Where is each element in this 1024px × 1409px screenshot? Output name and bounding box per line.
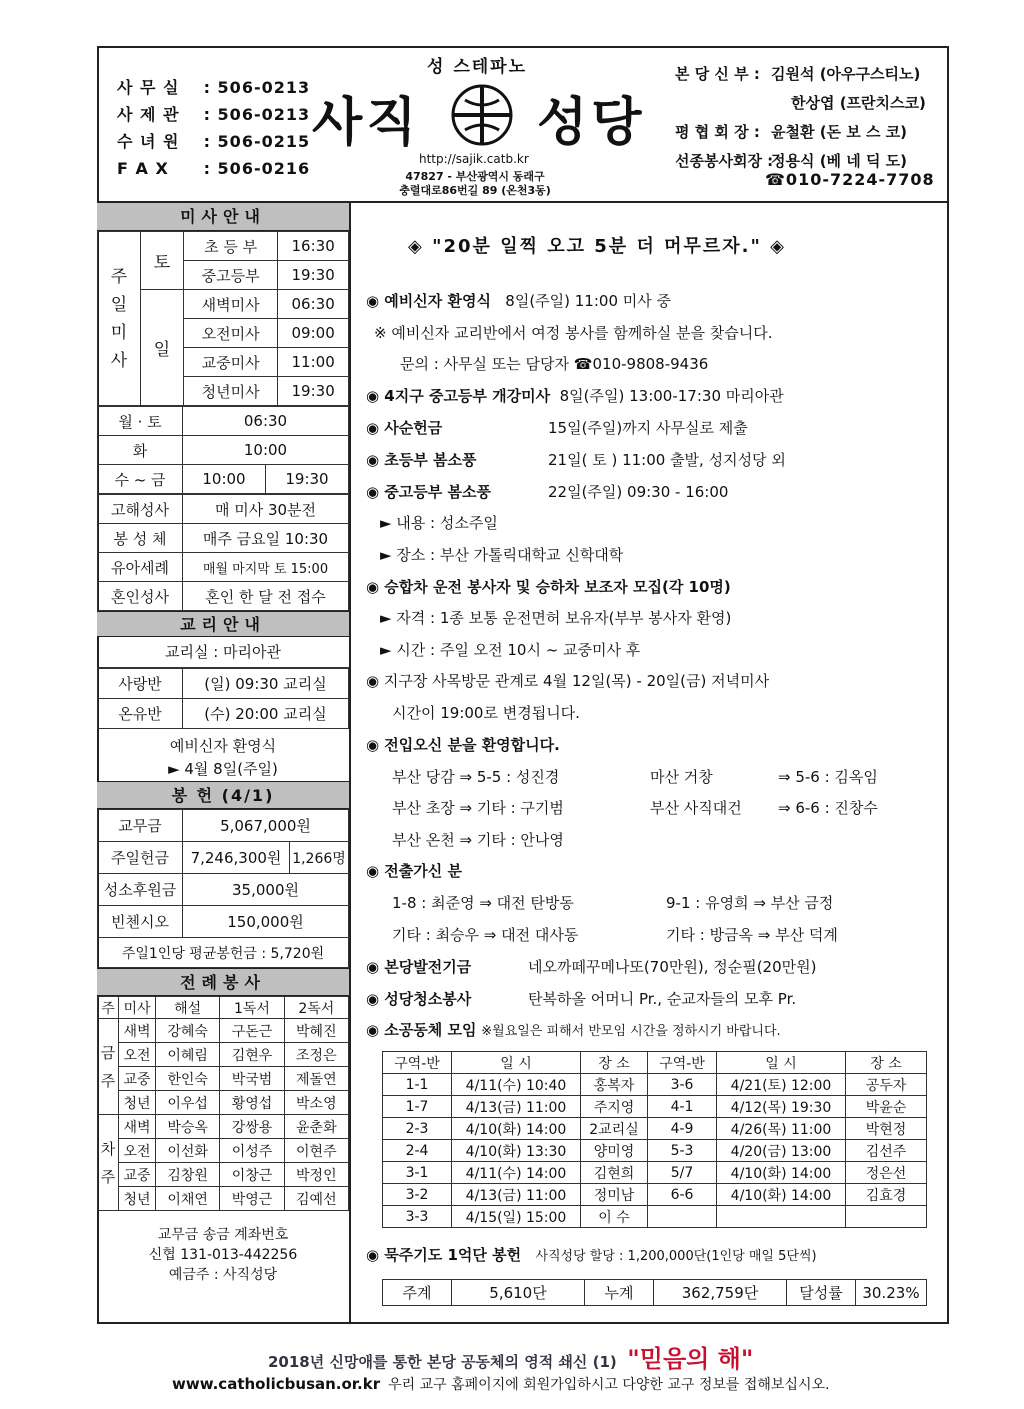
- liturgy-cell: 구돈근: [220, 1019, 284, 1043]
- group-row: 1-7 4/13(금) 11:00 주지영 4-1 4/12(목) 19:30 박윤순: [383, 1096, 927, 1118]
- sunday-mass-label: 주일미사: [98, 232, 141, 406]
- notice-small-community: ◉ 소공동체 모임 ※월요일은 피해서 반모임 시간을 정하시기 바랍니다.: [366, 1021, 781, 1039]
- doctrine-time: (일) 09:30 교리실: [183, 669, 349, 699]
- staff-assistant: 한상엽 (프란치스코): [791, 94, 926, 112]
- liturgy-cell: 청년: [119, 1091, 156, 1115]
- liturgy-cell: 오전: [119, 1043, 156, 1067]
- group-row: 1-1 4/11(수) 10:40 홍복자 3-6 4/21(토) 12:00 공두자: [383, 1074, 927, 1096]
- footer-theme: 2018년 신망애를 통한 본당 공동체의 영적 쇄신 (1) "믿음의 해": [268, 1345, 754, 1373]
- notice-youth-picnic-content: ► 내용 : 성소주일: [380, 514, 498, 532]
- liturgy-cell: 박혜진: [284, 1019, 348, 1043]
- mass-time: 19:30: [278, 377, 349, 406]
- staff-council: 평 협 회 장 : 윤철환 (돈 보 스 코): [675, 123, 908, 141]
- diocese-url[interactable]: www.catholicbusan.or.kr: [172, 1375, 381, 1393]
- parish-address: [390, 170, 560, 198]
- group-row: 3-1 4/11(수) 14:00 김현희 5/7 4/10(화) 14:00 정은선: [383, 1162, 927, 1184]
- notice-driver-time: ► 시간 : 주일 오전 10시 ~ 교중미사 후: [380, 641, 641, 659]
- weekday-day: 화: [98, 436, 183, 465]
- liturgy-cell: 박소영: [284, 1091, 348, 1115]
- liturgy-cell: 윤춘화: [284, 1115, 348, 1139]
- mass-time: 09:00: [278, 319, 349, 348]
- mass-table: [97, 231, 349, 406]
- transfer-out-1: 1-8 : 최준영 ⇒ 대전 탄방동 9-1 : 유영희 ⇒ 부산 금정: [392, 894, 834, 912]
- cross-logo-icon: [449, 82, 515, 148]
- liturgy-head: 해설: [156, 997, 220, 1019]
- sacrament-value: 매 미사 30분전: [183, 495, 349, 524]
- sacrament-table: [97, 494, 349, 611]
- group-head: 장 소: [846, 1052, 927, 1074]
- mass-name: 청년미사: [184, 377, 278, 406]
- doctrine-time: (수) 20:00 교리실: [183, 699, 349, 729]
- weekday-time: 06:30: [183, 407, 349, 436]
- footer-website: www.catholicbusan.or.kr 우리 교구 홈페이지에 회원가입하시고 다양한 교구 정보를 접해보십시오.: [172, 1375, 830, 1393]
- next-week-label: 차주: [98, 1115, 119, 1211]
- transfer-in-1: 부산 당감 ⇒ 5-5 : 성진경 마산 거창 ⇒ 5-6 : 김옥임: [392, 768, 878, 786]
- parish-url[interactable]: http://sajik.catb.kr: [419, 152, 529, 166]
- liturgy-heading: 전례봉사: [97, 968, 349, 996]
- address-line2: 충렬대로86번길 89 (온천3동): [399, 184, 551, 197]
- liturgy-cell: 이창근: [220, 1163, 284, 1187]
- notice-youth-picnic-place: ► 장소 : 부산 가톨릭대학교 신학대학: [380, 546, 624, 564]
- liturgy-head: 주: [98, 997, 119, 1019]
- parish-patron: 성 스테파노: [427, 57, 528, 77]
- notice-transfer-in: ◉ 전입오신 분을 환영합니다.: [366, 736, 560, 754]
- staff-funeral: 선종봉사회장 :정용식 (베 네 딕 도): [675, 152, 908, 170]
- contact-list: [117, 74, 310, 182]
- slogan: ◈ "20분 일찍 오고 5분 더 머무르자." ◈: [408, 236, 786, 257]
- doctrine-class: 사랑반: [98, 669, 183, 699]
- mass-time: 16:30: [278, 232, 349, 261]
- notice-development-fund: ◉ 본당발전기금 네오까떼꾸메나또(70만원), 정순필(20만원): [366, 958, 817, 976]
- offering-name: 성소후원금: [98, 874, 183, 906]
- liturgy-cell: 박국범: [220, 1067, 284, 1091]
- mass-name: 초 등 부: [184, 232, 278, 261]
- mass-time: 11:00: [278, 348, 349, 377]
- transfer-in-2: 부산 초장 ⇒ 기타 : 구기범 부산 사직대건 ⇒ 6-6 : 진창수: [392, 799, 878, 817]
- group-head: 일 시: [452, 1052, 581, 1074]
- group-row: 3-2 4/13(금) 11:00 정미남 6-6 4/10(화) 14:00 김효경: [383, 1184, 927, 1206]
- liturgy-cell: 강쌍용: [220, 1115, 284, 1139]
- welcome-title: 예비신자 환영식: [169, 737, 277, 755]
- notice-lent-offering: ◉ 사순헌금 15일(주일)까지 사무실로 제출: [366, 419, 748, 437]
- liturgy-cell: 이채연: [156, 1187, 220, 1211]
- liturgy-cell: 강혜숙: [156, 1019, 220, 1043]
- bank-title: 교무금 송금 계좌번호: [157, 1227, 289, 1243]
- sunday-label: 일: [141, 290, 184, 406]
- weekday-time: 19:30: [266, 465, 349, 494]
- sacrament-name: 혼인성사: [98, 582, 183, 611]
- weekday-day: 수 ~ 금: [98, 465, 183, 494]
- parish-name-word1: 사직: [312, 93, 421, 153]
- footer-theme-highlight: "믿음의 해": [627, 1345, 754, 1373]
- rosary-cell: 주계: [383, 1280, 452, 1306]
- mass-name: 오전미사: [184, 319, 278, 348]
- offering-count: 1,266명: [290, 842, 349, 874]
- weekday-time: 10:00: [183, 465, 266, 494]
- offering-name: 주일헌금: [98, 842, 183, 874]
- group-row: 3-3 4/15(일) 15:00 이 수: [383, 1206, 927, 1228]
- left-column: [97, 203, 351, 1324]
- staff-list: [675, 60, 926, 176]
- liturgy-cell: 박영근: [220, 1187, 284, 1211]
- group-head: 구역-반: [383, 1052, 452, 1074]
- liturgy-cell: 오전: [119, 1139, 156, 1163]
- liturgy-cell: 황영섭: [220, 1091, 284, 1115]
- sacrament-value: 혼인 한 달 전 접수: [183, 582, 349, 611]
- sacrament-value: 매주 금요일 10:30: [183, 524, 349, 553]
- contact-rectory: 사 제 관 : 506-0213: [117, 105, 311, 124]
- welcome-date: ► 4월 8일(주일): [168, 760, 278, 778]
- notice-driver-qualification: ► 자격 : 1종 보통 운전면허 보유자(부부 봉사자 환영): [380, 609, 732, 627]
- offering-table: [97, 809, 349, 968]
- address-line1: 47827 - 부산광역시 동래구: [405, 170, 545, 183]
- notice-elementary-picnic: ◉ 초등부 봄소풍 21일( 토 ) 11:00 출발, 성지성당 외: [366, 451, 786, 469]
- offering-heading: 봉 헌 (4/1): [97, 781, 349, 809]
- doctrine-room: 교리실 : 마리아관: [97, 637, 349, 668]
- bulletin-header: [97, 46, 949, 203]
- bank-holder: 예금주 : 사직성당: [168, 1267, 278, 1283]
- rosary-cell: 누계: [585, 1280, 654, 1306]
- small-community-table: [382, 1051, 927, 1228]
- liturgy-cell: 박승옥: [156, 1115, 220, 1139]
- liturgy-cell: 새벽: [119, 1019, 156, 1043]
- doctrine-heading: 교리안내: [97, 611, 349, 637]
- group-row: 2-3 4/10(화) 14:00 2교리실 4-9 4/26(목) 11:00 박현정: [383, 1118, 927, 1140]
- liturgy-head: 1독서: [220, 997, 284, 1019]
- notice-driver-recruit: ◉ 승합차 운전 봉사자 및 승하차 보조자 모집(각 10명): [366, 578, 731, 596]
- saturday-label: 토: [141, 232, 184, 290]
- rosary-cell: 30.23%: [856, 1280, 927, 1306]
- liturgy-cell: 이현주: [284, 1139, 348, 1163]
- liturgy-cell: 김현우: [220, 1043, 284, 1067]
- notice-catechumen-note2: 문의 : 사무실 또는 담당자 ☎010-9808-9436: [400, 355, 709, 373]
- sacrament-name: 봉 성 체: [98, 524, 183, 553]
- offering-value: 5,067,000원: [183, 810, 349, 842]
- doctrine-table: [97, 668, 349, 729]
- liturgy-table: [97, 996, 349, 1211]
- contact-convent: 수 녀 원 : 506-0215: [117, 132, 311, 151]
- notice-catechumen: ◉ 예비신자 환영식 8일(주일) 11:00 미사 중: [366, 292, 672, 310]
- weekday-time: 10:00: [183, 436, 349, 465]
- offering-name: 교무금: [98, 810, 183, 842]
- liturgy-cell: 한인숙: [156, 1067, 220, 1091]
- parish-phone: ☎010-7224-7708: [765, 170, 935, 189]
- notice-visit-schedule: ◉ 지구장 사목방문 관계로 4월 12일(목) - 20일(금) 저녁미사: [366, 672, 770, 690]
- weekday-mass-table: [97, 406, 349, 494]
- rosary-cell: 5,610단: [452, 1280, 585, 1306]
- liturgy-cell: 새벽: [119, 1115, 156, 1139]
- liturgy-cell: 김창원: [156, 1163, 220, 1187]
- sacrament-value: 매월 마지막 토 15:00: [183, 553, 349, 582]
- notice-rosary: ◉ 묵주기도 1억단 봉헌 사직성당 할당 : 1,200,000단(1인당 매일 5단씩): [366, 1246, 817, 1264]
- liturgy-cell: 교중: [119, 1163, 156, 1187]
- this-week-label: 금주: [98, 1019, 119, 1115]
- notice-youth-picnic: ◉ 중고등부 봄소풍 22일(주일) 09:30 - 16:00: [366, 483, 729, 501]
- liturgy-cell: 교중: [119, 1067, 156, 1091]
- mass-name: 교중미사: [184, 348, 278, 377]
- doctrine-class: 온유반: [98, 699, 183, 729]
- liturgy-cell: 이우섭: [156, 1091, 220, 1115]
- weekday-day: 월 · 토: [98, 407, 183, 436]
- rosary-cell: 달성률: [787, 1280, 856, 1306]
- group-head: 일 시: [717, 1052, 846, 1074]
- liturgy-cell: 이혜림: [156, 1043, 220, 1067]
- mass-time: 06:30: [278, 290, 349, 319]
- mass-time: 19:30: [278, 261, 349, 290]
- contact-office: 사 무 실 : 506-0213: [117, 78, 311, 97]
- notice-catechumen-note1: ※ 예비신자 교리반에서 여정 봉사를 함께하실 분을 찾습니다.: [374, 324, 773, 342]
- mass-guide-heading: 미사안내: [97, 203, 349, 231]
- notice-transfer-out: ◉ 전출가신 분: [366, 862, 462, 880]
- contact-fax: F A X : 506-0216: [117, 159, 311, 178]
- notice-youth-mass: ◉ 4지구 중고등부 개강미사 8일(주일) 13:00-17:30 마리아관: [366, 387, 784, 405]
- offering-name: 빈첸시오: [98, 906, 183, 938]
- liturgy-cell: 이성주: [220, 1139, 284, 1163]
- liturgy-cell: 박정인: [284, 1163, 348, 1187]
- liturgy-head: 미사: [119, 997, 156, 1019]
- liturgy-cell: 제돌연: [284, 1067, 348, 1091]
- group-head: 장 소: [581, 1052, 648, 1074]
- parish-name-word2: 성당: [537, 93, 646, 153]
- welcome-note: [97, 729, 349, 781]
- offering-value: 7,246,300원: [183, 842, 290, 874]
- mass-name: 새벽미사: [184, 290, 278, 319]
- mass-name: 중고등부: [184, 261, 278, 290]
- sacrament-name: 고해성사: [98, 495, 183, 524]
- rosary-table: [382, 1279, 927, 1306]
- group-head: 구역-반: [648, 1052, 717, 1074]
- offering-value: 35,000원: [183, 874, 349, 906]
- bank-number: 신협 131-013-442256: [148, 1247, 298, 1263]
- transfer-out-2: 기타 : 최승우 ⇒ 대전 대사동 기타 : 방금옥 ⇒ 부산 덕계: [392, 926, 838, 944]
- liturgy-cell: 조정은: [284, 1043, 348, 1067]
- bank-account-note: [97, 1211, 349, 1285]
- sacrament-name: 유아세례: [98, 553, 183, 582]
- notice-cleaning: ◉ 성당청소봉사 탄복하올 어머니 Pr., 순교자들의 모후 Pr.: [366, 990, 797, 1008]
- staff-pastor: 본 당 신 부 : 김원석 (아우구스티노): [675, 65, 921, 83]
- offering-average: 주일1인당 평균봉헌금 : 5,720원: [98, 938, 349, 968]
- liturgy-cell: 청년: [119, 1187, 156, 1211]
- liturgy-cell: 이선화: [156, 1139, 220, 1163]
- liturgy-head: 2독서: [284, 997, 348, 1019]
- rosary-cell: 362,759단: [654, 1280, 787, 1306]
- liturgy-cell: 김예선: [284, 1187, 348, 1211]
- notice-visit-schedule-note: 시간이 19:00로 변경됩니다.: [392, 704, 580, 722]
- group-row: 2-4 4/10(화) 13:30 양미영 5-3 4/20(금) 13:00 김선주: [383, 1140, 927, 1162]
- transfer-in-3: 부산 온천 ⇒ 기타 : 안나영: [392, 831, 564, 849]
- offering-value: 150,000원: [183, 906, 349, 938]
